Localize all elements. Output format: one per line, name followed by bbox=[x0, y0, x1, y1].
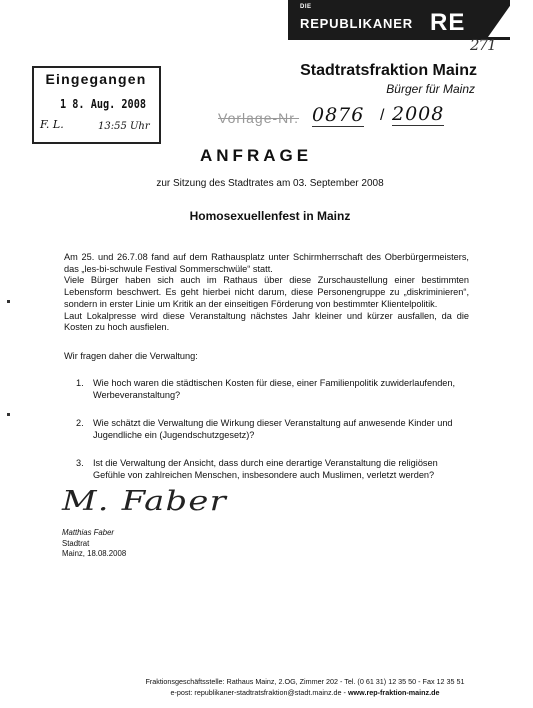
question-item bbox=[64, 417, 469, 441]
question-text: Wie schätzt die Verwaltung die Wirkung dieser Veranstaltung auf anwesende Kinder und Jugendliche ein (Jugendschutzgesetz)? bbox=[93, 418, 453, 440]
question-text: Wie hoch waren die städtischen Kosten für diese, einer Familienpolitik zuwiderlaufenden, Werbeveranstaltung? bbox=[93, 378, 456, 400]
vorlage-year: 2008 bbox=[392, 103, 445, 125]
body-text bbox=[64, 252, 469, 334]
footer-address: Fraktionsgeschäftsstelle: Rathaus Mainz, 2.OG, Zimmer 202 - Tel. (0 61 31) 12 35 50 - Fax 12 35 51 bbox=[145, 677, 465, 686]
footer-contact bbox=[100, 688, 510, 697]
place-date: Mainz, 18.08.2008 bbox=[62, 549, 127, 558]
question-list bbox=[64, 377, 469, 497]
fraktion-tagline: Bürger für Mainz bbox=[386, 82, 475, 96]
logo-name: REPUBLIKANER bbox=[300, 16, 413, 31]
paragraph: Viele Bürger haben sich auch im Rathaus über diese Zurschaustellung einer bestimmten Lebensform beschwert. Es geht hierbei nicht darum, diese Personengruppe zu „diskriminieren“, sondern in erster Linie um Kritik an der einseitigen Förderung von bestimmter Klientelpolitik. bbox=[64, 275, 469, 309]
vorlage-number: 0876 bbox=[312, 104, 365, 126]
footer-email: e-post: republikaner-stadtratsfraktion@stadt.mainz.de - bbox=[170, 688, 348, 697]
subject-heading: Homosexuellenfest in Mainz bbox=[189, 209, 351, 223]
document-title: ANFRAGE bbox=[200, 146, 313, 165]
stamp-initials: F. L. bbox=[40, 118, 64, 131]
vorlage-separator: / bbox=[380, 107, 385, 124]
question-number: 1. bbox=[76, 378, 84, 388]
stamp-date: 1 8. Aug. 2008 bbox=[60, 97, 146, 111]
signatory-name: Matthias Faber bbox=[62, 528, 115, 537]
questions-intro: Wir fragen daher die Verwaltung: bbox=[64, 351, 198, 361]
question-item bbox=[64, 457, 469, 481]
meeting-line: zur Sitzung des Stadtrates am 03. September 2008 bbox=[156, 178, 384, 189]
paragraph: Laut Lokalpresse wird diese Veranstaltung nächstes Jahr kleiner und kürzer ausfallen, da die Kosten zu hoch ausfielen. bbox=[64, 310, 469, 333]
question-number: 2. bbox=[76, 418, 84, 428]
stamp-title: Eingegangen bbox=[45, 71, 147, 87]
question-item bbox=[64, 377, 469, 401]
signatory-role: Stadtrat bbox=[62, 539, 90, 548]
handwritten-note: 271 bbox=[470, 36, 496, 54]
scan-mark bbox=[7, 300, 10, 303]
handwritten-signature: M. Faber bbox=[62, 486, 227, 517]
footer-website: www.rep-fraktion-mainz.de bbox=[347, 688, 440, 697]
paragraph: Am 25. und 26.7.08 fand auf dem Rathausplatz unter Schirmherrschaft des Oberbürgermeisters, das „les-bi-schwule Festival Sommerschwüle“ statt. bbox=[64, 252, 469, 274]
scan-mark bbox=[7, 413, 10, 416]
fraktion-title: Stadtratsfraktion Mainz bbox=[300, 62, 477, 79]
logo-shape-icon bbox=[488, 3, 512, 37]
question-text: Ist die Verwaltung der Ansicht, dass durch eine derartige Veranstaltung die religiösen Gefühle von zahlreichen Menschen, insbesondere auch Muslimen, verletzt werden? bbox=[93, 458, 438, 480]
logo-prefix: DIE bbox=[300, 4, 312, 10]
logo-mark: RE bbox=[430, 9, 466, 36]
stamp-time: 13:55 Uhr bbox=[98, 121, 150, 132]
vorlage-label: Vorlage-Nr. bbox=[218, 110, 300, 126]
question-number: 3. bbox=[76, 458, 84, 468]
